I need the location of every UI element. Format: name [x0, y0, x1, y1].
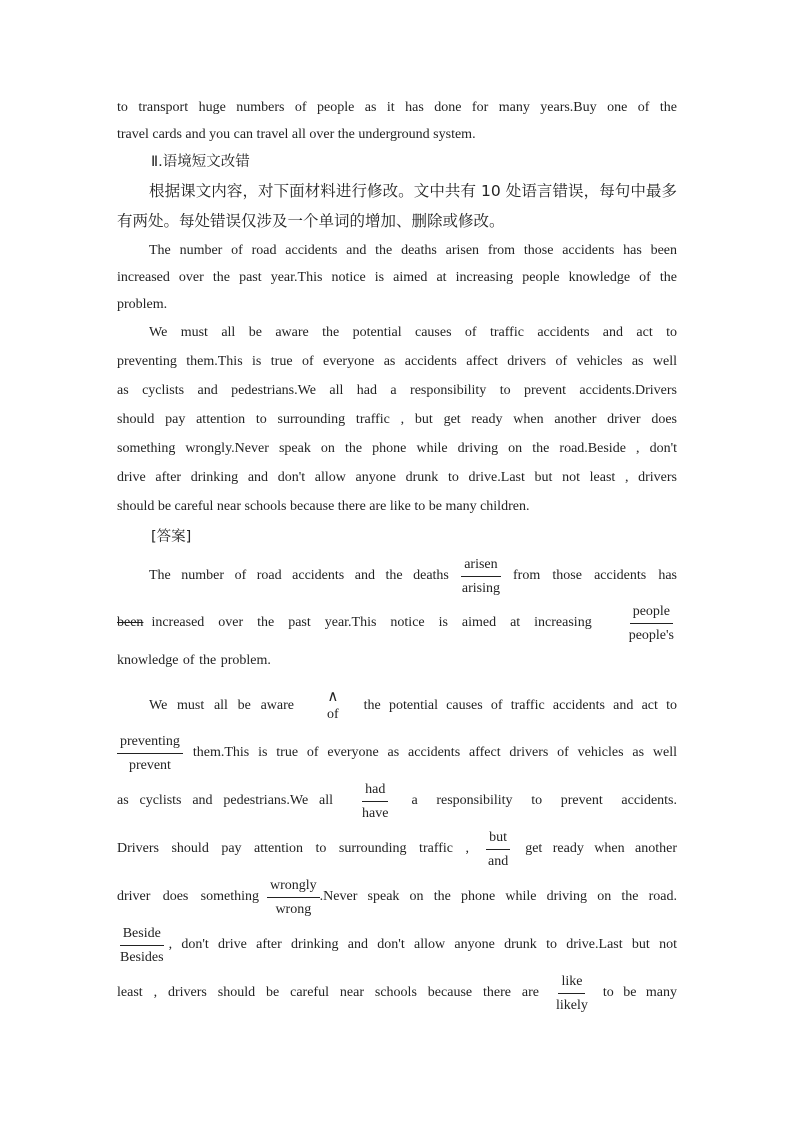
- correction-mark: [267, 876, 320, 919]
- text-line: increased over the past year.This notice is aimed at increasing people knowledge of the: [117, 270, 677, 285]
- text-line: The number of road accidents and the deaths arisen from those accidents has been: [149, 243, 677, 258]
- original-word: arisen: [461, 555, 500, 577]
- correction-mark: [459, 555, 503, 598]
- text-line: problem.: [117, 297, 168, 312]
- corrected-word: likely: [556, 997, 588, 1013]
- answer-text: We must all be aware: [149, 698, 294, 713]
- answer-text: the potential causes of traffic accidents and act to: [363, 698, 677, 713]
- deleted-word: been: [117, 615, 144, 630]
- corrected-word: Besides: [120, 949, 164, 965]
- corrected-word: wrong: [275, 901, 312, 917]
- insertion-mark: [324, 689, 342, 724]
- corrected-word: prevent: [128, 757, 171, 773]
- answer-line: [117, 873, 677, 921]
- correction-mark: [626, 602, 677, 645]
- original-word: preventing: [117, 732, 183, 754]
- text-line: drive after drinking and don't allow anyone drunk to drive.Last but not least , drivers: [117, 470, 677, 485]
- answer-text: knowledge of the problem.: [117, 653, 271, 668]
- answer-text: them.This is true of everyone as accidents affect drivers of vehicles as well: [192, 745, 677, 760]
- caret-icon: ∧: [327, 688, 339, 705]
- correction-mark: [553, 972, 591, 1015]
- inserted-word: of: [327, 706, 339, 722]
- instruction-line: 根据课文内容，对下面材料进行修改。文中共有 10 处语言错误，每句中最多: [149, 182, 677, 200]
- corrected-word: people's: [628, 627, 674, 643]
- correction-mark: [359, 780, 391, 823]
- original-word: but: [486, 828, 510, 850]
- answer-line: [117, 777, 677, 825]
- original-word: Beside: [120, 924, 164, 946]
- text-line: We must all be aware the potential causes of traffic accidents and act to: [149, 325, 677, 340]
- answer-line: [117, 921, 677, 969]
- instruction-line: 有两处。每处错误仅涉及一个单词的增加、删除或修改。: [117, 212, 505, 230]
- text-line: should be careful near schools because there are like to be many children.: [117, 499, 530, 514]
- section-heading: Ⅱ.语境短文改错: [151, 154, 250, 170]
- top-paragraph: [117, 94, 677, 148]
- answer-text: .Never speak on the phone while driving on the road.: [319, 889, 677, 904]
- answer-text: increased over the past year.This notice is aimed at increasing: [151, 615, 592, 630]
- answer-line: [117, 683, 677, 729]
- original-word: people: [630, 602, 673, 624]
- answer-section: [117, 553, 677, 1017]
- answer-text: get ready when another: [525, 841, 677, 856]
- corrected-word: arising: [461, 580, 500, 596]
- answer-text: least , drivers should be careful near schools because there are: [117, 985, 539, 1000]
- answer-text: [149, 568, 449, 584]
- instruction-paragraph: [117, 176, 677, 236]
- answer-line: [117, 553, 677, 599]
- document-page: [117, 94, 677, 1017]
- answer-line: [117, 969, 677, 1017]
- passage-paragraph-2: [117, 318, 677, 521]
- answer-line: [117, 599, 677, 647]
- correction-mark: [485, 828, 511, 871]
- answer-label: [答案]: [151, 529, 192, 545]
- text-line: should pay attention to surrounding traffic , but get ready when another driver does: [117, 412, 677, 427]
- answer-text: Drivers should pay attention to surrounding traffic ,: [117, 841, 469, 856]
- answer-text: a responsibility to prevent accidents.: [411, 793, 677, 808]
- original-word: wrongly: [267, 876, 320, 898]
- text-line: travel cards and you can travel all over the underground system.: [117, 127, 476, 142]
- text-line: something wrongly.Never speak on the phone while driving on the road.Beside , don't: [117, 441, 677, 456]
- corrected-word: have: [362, 805, 389, 821]
- correction-mark: [117, 732, 183, 775]
- text-line: as cyclists and pedestrians.We all had a responsibility to prevent accidents.Drivers: [117, 383, 677, 398]
- passage-paragraph-1: [117, 237, 677, 318]
- correction-mark: [117, 924, 167, 967]
- answer-text: to be many: [602, 985, 677, 1000]
- answer-line: [117, 729, 677, 777]
- original-word: like: [558, 972, 585, 994]
- answer-text: as cyclists and pedestrians.We all: [117, 793, 333, 808]
- answer-text: from those accidents has: [513, 568, 677, 583]
- answer-text: driver does something: [117, 889, 259, 904]
- answer-line: [117, 825, 677, 873]
- original-word: had: [362, 780, 388, 802]
- text-line: to transport huge numbers of people as it has done for many years.Buy one of the: [117, 100, 677, 115]
- corrected-word: and: [488, 853, 509, 869]
- answer-text: The number of road accidents and the deaths: [149, 568, 449, 583]
- text-line: preventing them.This is true of everyone as accidents affect drivers of vehicles as well: [117, 354, 677, 369]
- answer-line: [117, 647, 677, 675]
- answer-text: , don't drive after drinking and don't allow anyone drunk to drive.Last but not: [168, 937, 677, 952]
